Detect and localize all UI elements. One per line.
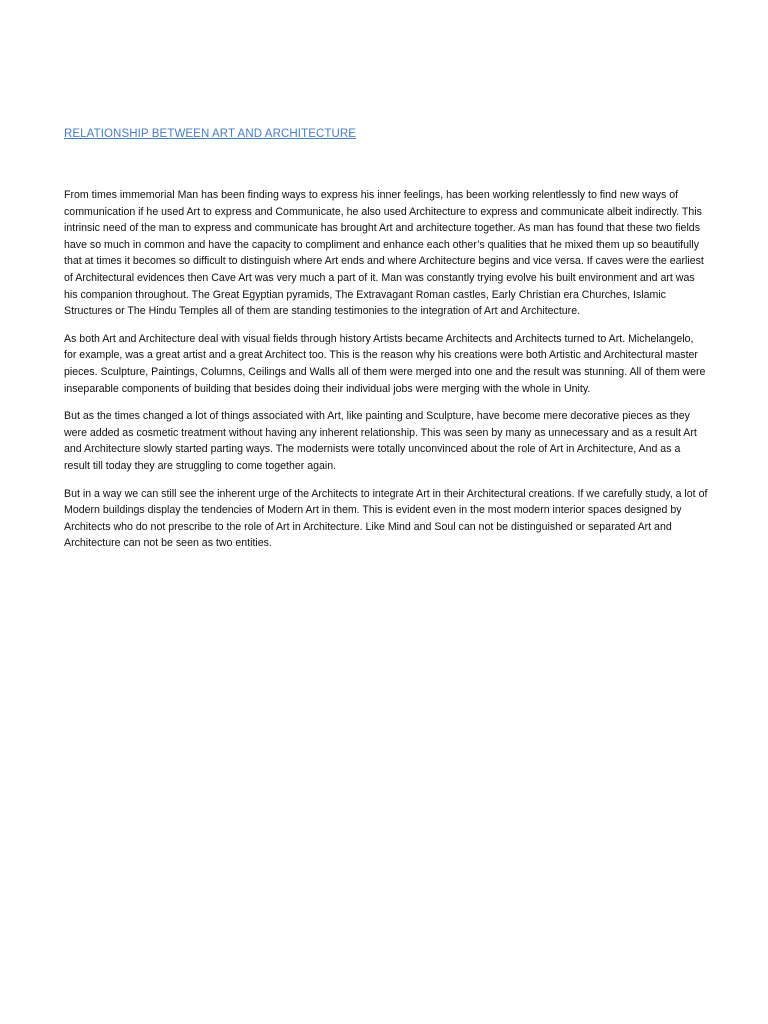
document-title[interactable]: RELATIONSHIP BETWEEN ART AND ARCHITECTURE — [64, 128, 357, 140]
paragraph-3: But as the times changed a lot of things associated with Art, like painting and Sculpture, have become mere decorative pieces as they were added as cosmetic treatment without having any inherent relationship. This was seen by many as unnecessary and as a result Art and Architecture slowly started parting ways. The modernists were totally unconvinced about the role of Art in Architecture, And as a result till today they are struggling to come together again. — [64, 410, 697, 472]
paragraph-1: From times immemorial Man has been finding ways to express his inner feelings, has been working relentlessly to find new ways of communication if he used Art to express and Communicate, he also used Architecture to express and communicate albeit indirectly. This intrinsic need of the man to express and communicate has brought Art and architecture together. As man has found that these two fields have so much in common and have the capacity to compliment and enhance each other’s qualities that he mixed them up so beautifully that at times it becomes so difficult to distinguish where Art ends and where Architecture begins and vice versa. If caves were the earliest of Architectural evidences then Cave Art was very much a part of it. Man was constantly trying evolve his built environment and art was his companion throughout. The Great Egyptian pyramids, The Extravagant Roman castles, Early Christian era Churches, Islamic Structures or The Hindu Temples all of them are standing testimonies to the integration of Art and Architecture. — [64, 189, 704, 318]
paragraph-2: As both Art and Architecture deal with visual fields through history Artists became Architects and Architects turned to Art. Michelangelo, for example, was a great artist and a great Architect too. This is the reason why his creations were both Artistic and Architectural master pieces. Sculpture, Paintings, Columns, Ceilings and Walls all of them were merged into one and the result was stunning. All of them were inseparable components of building that besides doing their individual jobs were merging with the whole in Unity. — [64, 332, 706, 395]
paragraph-4: But in a way we can still see the inherent urge of the Architects to integrate Art in their Architectural creations. If we carefully study, a lot of Modern buildings display the tendencies of Modern Art in them. This is evident even in the most modern interior spaces designed by Architects who do not prescribe to the role of Art in Architecture. Like Mind and Soul can not be distinguished or separated Art and Architecture can not be seen as two entities. — [64, 487, 708, 550]
document-body — [64, 187, 708, 563]
